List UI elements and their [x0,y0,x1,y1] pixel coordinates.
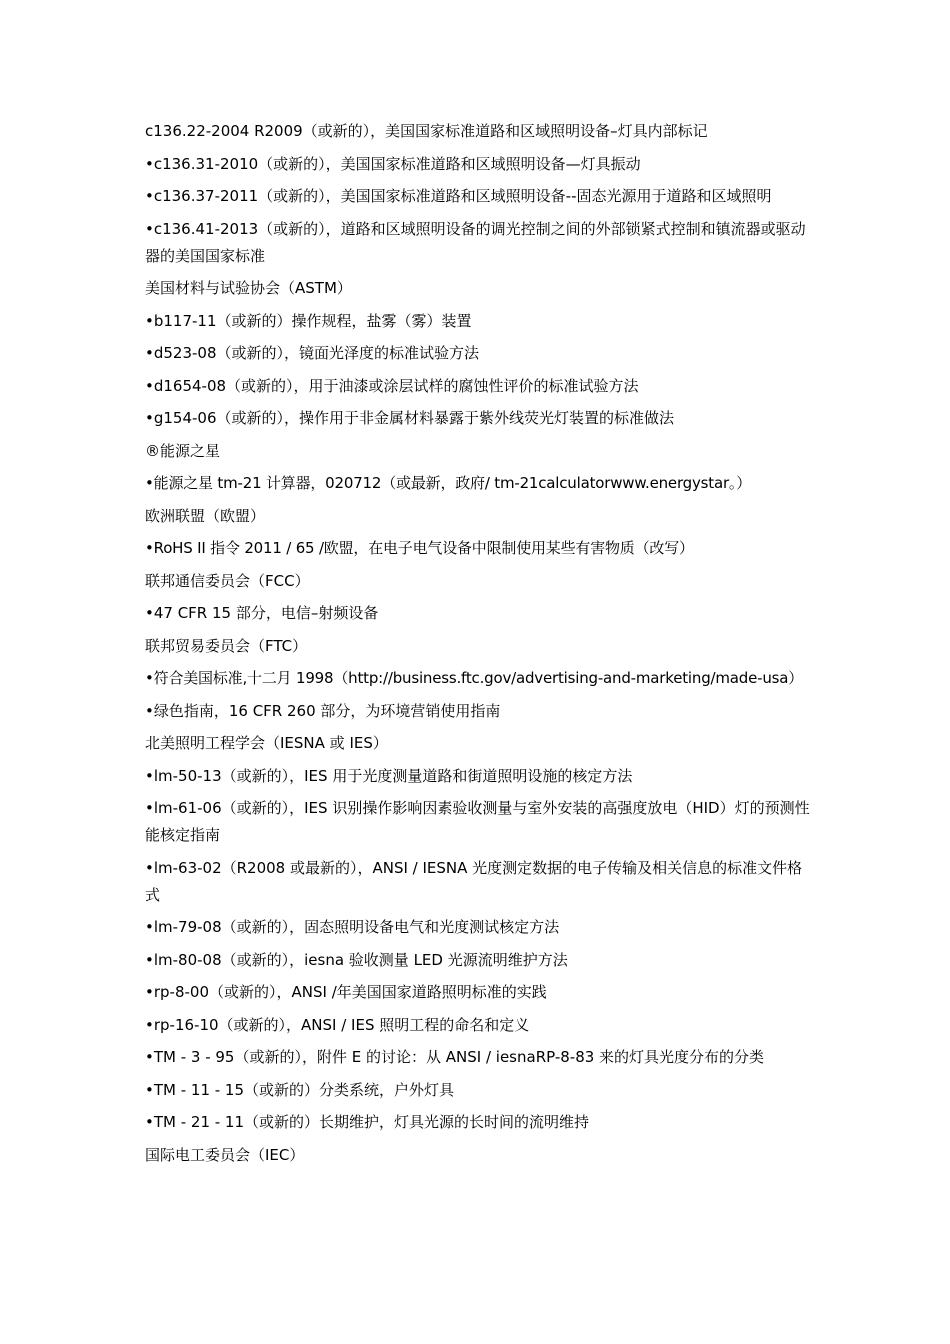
section-heading-iec: 国际电工委员会（IEC） [145,1145,305,1164]
standard-item: •g154-06（或新的），操作用于非金属材料暴露于紫外线荧光灯装置的标准做法 [145,409,675,427]
standard-item: •lm-63-02（R2008 或最新的），ANSI / IESNA 光度测定数据的电子传输及相关信息的标准文件格式 [145,858,803,904]
standard-item: •rp-16-10（或新的），ANSI / IES 照明工程的命名和定义 [145,1015,530,1034]
document-page [145,118,815,1174]
standard-item: •c136.31-2010（或新的），美国国家标准道路和区域照明设备—灯具振动 [145,154,641,173]
standard-item: •b117-11（或新的）操作规程，盐雾（雾）装置 [145,311,472,330]
section-heading-astm: 美国材料与试验协会（ASTM） [145,279,352,297]
section-heading-ftc: 联邦贸易委员会（FTC） [145,636,308,655]
standard-item: •TM - 21 - 11（或新的）长期维护，灯具光源的长时间的流明维持 [145,1113,590,1131]
section-heading-iesna: 北美照明工程学会（IESNA 或 IES） [145,734,388,752]
standard-item: •rp-8-00（或新的），ANSI /年美国国家道路照明标准的实践 [145,983,547,1001]
standard-item: •lm-79-08（或新的），固态照明设备电气和光度测试核定方法 [145,918,560,936]
standard-item: •d1654-08（或新的），用于油漆或涂层试样的腐蚀性评价的标准试验方法 [145,376,639,395]
standard-item: •lm-61-06（或新的），IES 识别操作影响因素验收测量与室外安装的高强度放电（HID）灯的预测性能核定指南 [145,799,810,844]
standard-item: •47 CFR 15 部分，电信–射频设备 [145,604,379,622]
section-heading-energy-star: ®能源之星 [145,441,221,460]
standard-item: •d523-08（或新的），镜面光泽度的标准试验方法 [145,344,480,362]
section-heading-eu: 欧洲联盟（欧盟） [145,506,266,525]
standard-item: •绿色指南，16 CFR 260 部分，为环境营销使用指南 [145,701,501,720]
standard-item: •TM - 11 - 15（或新的）分类系统，户外灯具 [145,1080,455,1099]
standard-item: •c136.37-2011（或新的），美国国家标准道路和区域照明设备--固态光源用于道路和区域照明 [145,187,772,205]
standard-item: •lm-50-13（或新的），IES 用于光度测量道路和街道照明设施的核定方法 [145,766,633,785]
standard-item: •c136.41-2013（或新的），道路和区域照明设备的调光控制之间的外部锁紧式控制和镇流器或驱动器的美国国家标准 [145,219,806,265]
standard-item: •lm-80-08（或新的），iesna 验收测量 LED 光源流明维护方法 [145,950,568,969]
standard-item: •RoHS II 指令 2011 / 65 /欧盟，在电子电气设备中限制使用某些有害物质（改写） [145,539,694,557]
standard-item: c136.22-2004 R2009（或新的），美国国家标准道路和区域照明设备–灯具内部标记 [145,122,708,140]
standard-item: •符合美国标准,十二月 1998（http://business.ftc.gov/advertising-and-marketing/made-usa） [145,669,804,687]
standard-item: •能源之星 tm-21 计算器，020712（或最新，政府/ tm-21calculatorwww.energystar。） [145,474,752,492]
standard-item: •TM - 3 - 95（或新的），附件 E 的讨论：从 ANSI / iesnaRP-8-83 来的灯具光度分布的分类 [145,1048,765,1066]
section-heading-fcc: 联邦通信委员会（FCC） [145,571,310,590]
